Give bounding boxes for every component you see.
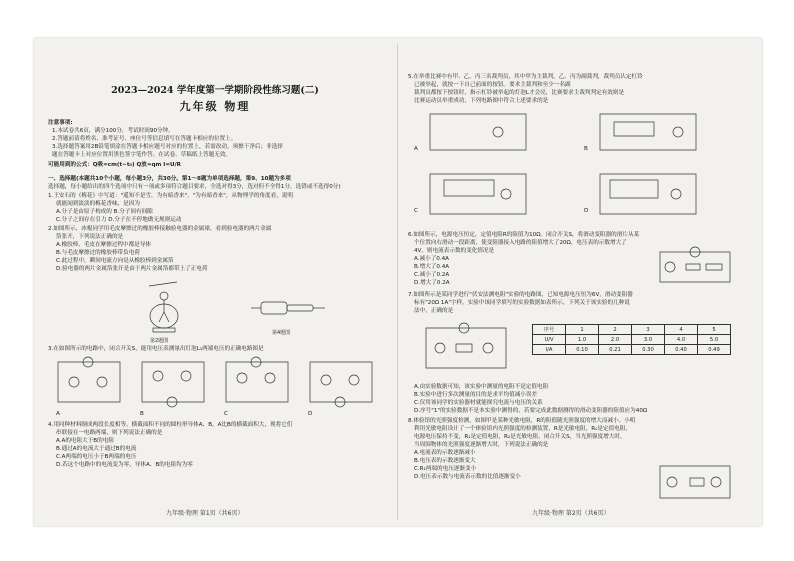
question-4-cont: 串联接在一电路两端，则下列说法正确的是 [56, 430, 163, 436]
question-7-option: C.仅用该同学的实验器材就能探究电流与电压的关系 [414, 400, 543, 406]
q3-option-label: A [56, 411, 60, 417]
question-4-option: B.通过A的电流大于通过B的电流 [56, 446, 137, 452]
q5-option-label: C [414, 208, 418, 214]
page-divider [397, 44, 398, 520]
question-2: 2.如图所示，冰棍同学用毛皮摩擦过的橡胶棒接触验电器的金属球，看到验电器的两片金属 [48, 226, 272, 232]
question-8: 8.体验馆的光照强度检测，如图甲是某种光敏电阻，R的阻值随光照强度的增大而减小。小明 [408, 418, 636, 424]
question-8-option: C.R₁两端的电压逐渐变小 [414, 466, 477, 472]
table-cell: 2.0 [599, 335, 632, 345]
page-2-footer: 九年级·物理 第2页（共6页） [532, 510, 610, 517]
table-cell: 0.49 [698, 345, 731, 355]
table-cell: 4.0 [665, 335, 698, 345]
question-4-option: C.A两端的电压小于B两端的电压 [56, 454, 137, 460]
notice-line: 2.答题前请将姓名、准考证号、座位号等信息填写在答题卡相应的位置上。 [52, 136, 237, 142]
question-8-cont: 当周围物体的光照强度逐渐增大时，下列说法正确的是 [414, 442, 549, 448]
question-1-options: A.分子是由原子构成的 B.分子间有间隙 [56, 209, 153, 215]
q5-circuit-options [414, 108, 744, 228]
question-1-options: C.分子之间存在引力 D.分子在不停地做无规则运动 [56, 217, 182, 223]
question-1-cont: 就能闻到淡淡的梅花香味，是因为 [56, 201, 140, 207]
question-4-option: D.若这个电路中的电流变为零，导体A、B的电阻均为零 [56, 462, 193, 468]
question-8-option: A.电流表的示数逐渐减小 [414, 450, 476, 456]
formula-line: 可能用到的公式：Q吸=cm(t−t₀) Q放=qm I=U/R [48, 162, 181, 168]
table-header: 1 [566, 325, 599, 335]
question-5-cont: 裁判员都按下按钮时，指示杠铃被举起的灯泡L才会亮，比赛要求主裁判判定有效则是 [414, 90, 625, 96]
table-row [533, 335, 731, 345]
question-5-cont: 比赛运动员举重成功，下列电路图中符合上述要求的是 [414, 98, 549, 104]
table-row [533, 345, 731, 355]
table-cell: 5.0 [698, 335, 731, 345]
question-2-cont: 箔张开，下列说法正确的是 [56, 234, 124, 240]
table-cell: 0.30 [632, 345, 665, 355]
exam-subtitle: 九年级 物理 [179, 100, 251, 113]
q5-option-label: B [584, 146, 588, 152]
conductors-figure [249, 293, 329, 323]
q5-option-label: D [584, 208, 589, 214]
question-5: 5.在举重比赛中有甲、乙、丙三名裁判员，其中甲为主裁判，乙、丙为副裁判，裁判员认定杠铃 [408, 74, 643, 80]
question-8-cont: 利用光敏电阻设计了一个体验馆内光照强度的检测装置，R是光敏电阻，R₀是定值电阻， [414, 426, 631, 432]
q3-circuit-options [52, 356, 382, 414]
table-cell: 3.0 [632, 335, 665, 345]
table-cell: 1.0 [566, 335, 599, 345]
section1-line: 一、选择题(本题共10个小题，每小题3分，共30分。第1～8题为单项选择题，第9、10题为多项 [48, 176, 291, 182]
table-cell: I/A [533, 345, 566, 355]
question-4: 4.用同种材料制成两段长度相等、横截面积不同的圆柱形导体A、B，A比B的横截面积大，现将它们 [48, 422, 293, 428]
table-cell: 0.10 [566, 345, 599, 355]
table-cell: U/V [533, 335, 566, 345]
page-1-footer: 九年级·物理 第1页（共6页） [166, 510, 244, 517]
table-header: 序号 [533, 325, 566, 335]
table-header: 4 [665, 325, 698, 335]
notice-line: 3.选择题答案用2B铅笔填涂在答题卡相应题号对应的位置上，若需改动，须擦干净后；非选择 [52, 144, 283, 150]
exam-title: 2023—2024 学年度第一学期阶段性练习题(二) [111, 85, 319, 96]
q6-circuit-figure [650, 244, 740, 288]
table-header-row [533, 325, 731, 335]
figure-2-caption: 第2题图 [150, 338, 169, 344]
table-cell: 0.21 [599, 345, 632, 355]
question-2-option: D.验电器的两片金属箔张开是由于两片金属箔都带上了正电荷 [56, 266, 208, 272]
table-header: 5 [698, 325, 731, 335]
table-cell: 0.40 [665, 345, 698, 355]
page-1 [34, 38, 396, 526]
question-6-option: B.增大了0.4A [414, 264, 450, 270]
question-7: 7.如图所示是某同学进行"伏安法测电阻"实验的电路图，已知电源电压恒为6V，滑动变阻器 [408, 292, 633, 298]
question-6-option: C.减小了0.2A [414, 272, 450, 278]
question-6: 6.如图所示，电源电压恒定，定值电阻R的阻值为10Ω。闭合开关S，将滑动变阻器的滑片从某 [408, 232, 640, 238]
question-2-option: C.此过程中，瞬间电流方向是从橡胶棒到金属箔 [56, 258, 174, 264]
question-2-option: B.与毛皮摩擦过的橡胶棒带负电荷 [56, 250, 140, 256]
page-2 [400, 38, 762, 526]
q3-option-label: D [308, 411, 313, 417]
question-8-option: B.电压表的示数逐渐变大 [414, 458, 476, 464]
electroscope-figure [129, 276, 199, 338]
question-7-option: A.由实验数据可知，该实验中测量的电阻不是定值电阻 [414, 384, 549, 390]
figure-4-caption: 第4题图 [272, 330, 291, 336]
q3-option-label: B [140, 411, 144, 417]
q3-option-label: C [224, 411, 228, 417]
notice-line: 1.本试卷共6页，满分100分，考试时间90分钟。 [52, 128, 174, 134]
question-4-option: A.A的电阻大于B的电阻 [56, 438, 114, 444]
question-2-option: A.橡胶棒、毛皮在摩擦过程中都是导体 [56, 242, 152, 248]
question-6-option: A.减小了0.4A [414, 256, 450, 262]
q7-circuit-figure [416, 318, 516, 378]
table-header: 2 [599, 325, 632, 335]
notice-heading: 注意事项: [48, 120, 73, 126]
question-1: 1.王安石的《梅花》中写道："遥知不是雪，为有暗香来"。"为有暗香来"，从物理学的角度看，说明 [48, 193, 293, 199]
exam-sheet [34, 38, 762, 526]
table-header: 3 [632, 325, 665, 335]
question-7-cont: 法中，正确的是 [414, 308, 454, 314]
question-7-cont: 标有"20Ω 1A"字样，实验中该同学填写的实验数据如表所示，下列关于该实验的几种说 [414, 300, 630, 306]
question-7-option: B.实验中进行多次测量的目的是求平均值减小误差 [414, 392, 538, 398]
question-3: 3.在如图所示的电路中，闭合开关S，能用电压表测量出灯泡L₁两端电压的正确电路图是 [48, 346, 264, 352]
q5-option-label: A [414, 146, 418, 152]
q8-circuit-figure [650, 456, 740, 506]
question-5-cont: 已被举起，就按一下自己前面的按钮。要求主裁判和至少一名副 [414, 82, 571, 88]
question-7-option: D.序号"1"的实验数据不是本实验中测得的，若要完成此数据测得的滑动变阻器的阻值应为40Ω [414, 408, 648, 414]
question-8-option: D.电压表示数与电流表示数的比值逐渐变小 [414, 474, 521, 480]
question-6-cont: 4V，则电流表示数的变化情况是 [414, 248, 495, 254]
q7-data-table [532, 324, 731, 355]
question-6-option: D.增大了0.2A [414, 280, 450, 286]
notice-line: 题在答题卡上对应位置用黑色签字笔作答。在试卷、草稿纸上答题无效。 [52, 152, 232, 158]
question-6-cont: 个位置向右滑动一段距离，使变阻器接入电路的阻值增大了20Ω，电压表的示数增大了 [414, 240, 627, 246]
section1-line: 选择题，每小题给出的四个选项中只有一项或多项符合题目要求，全选对得3分，选对但不全得1分，选错或不选得0分) [48, 184, 341, 190]
question-8-cont: 电源电压保持不变，R₁是定值电阻，R₂是光敏电阻，闭合开关S，当光照强度增大时， [414, 434, 626, 440]
